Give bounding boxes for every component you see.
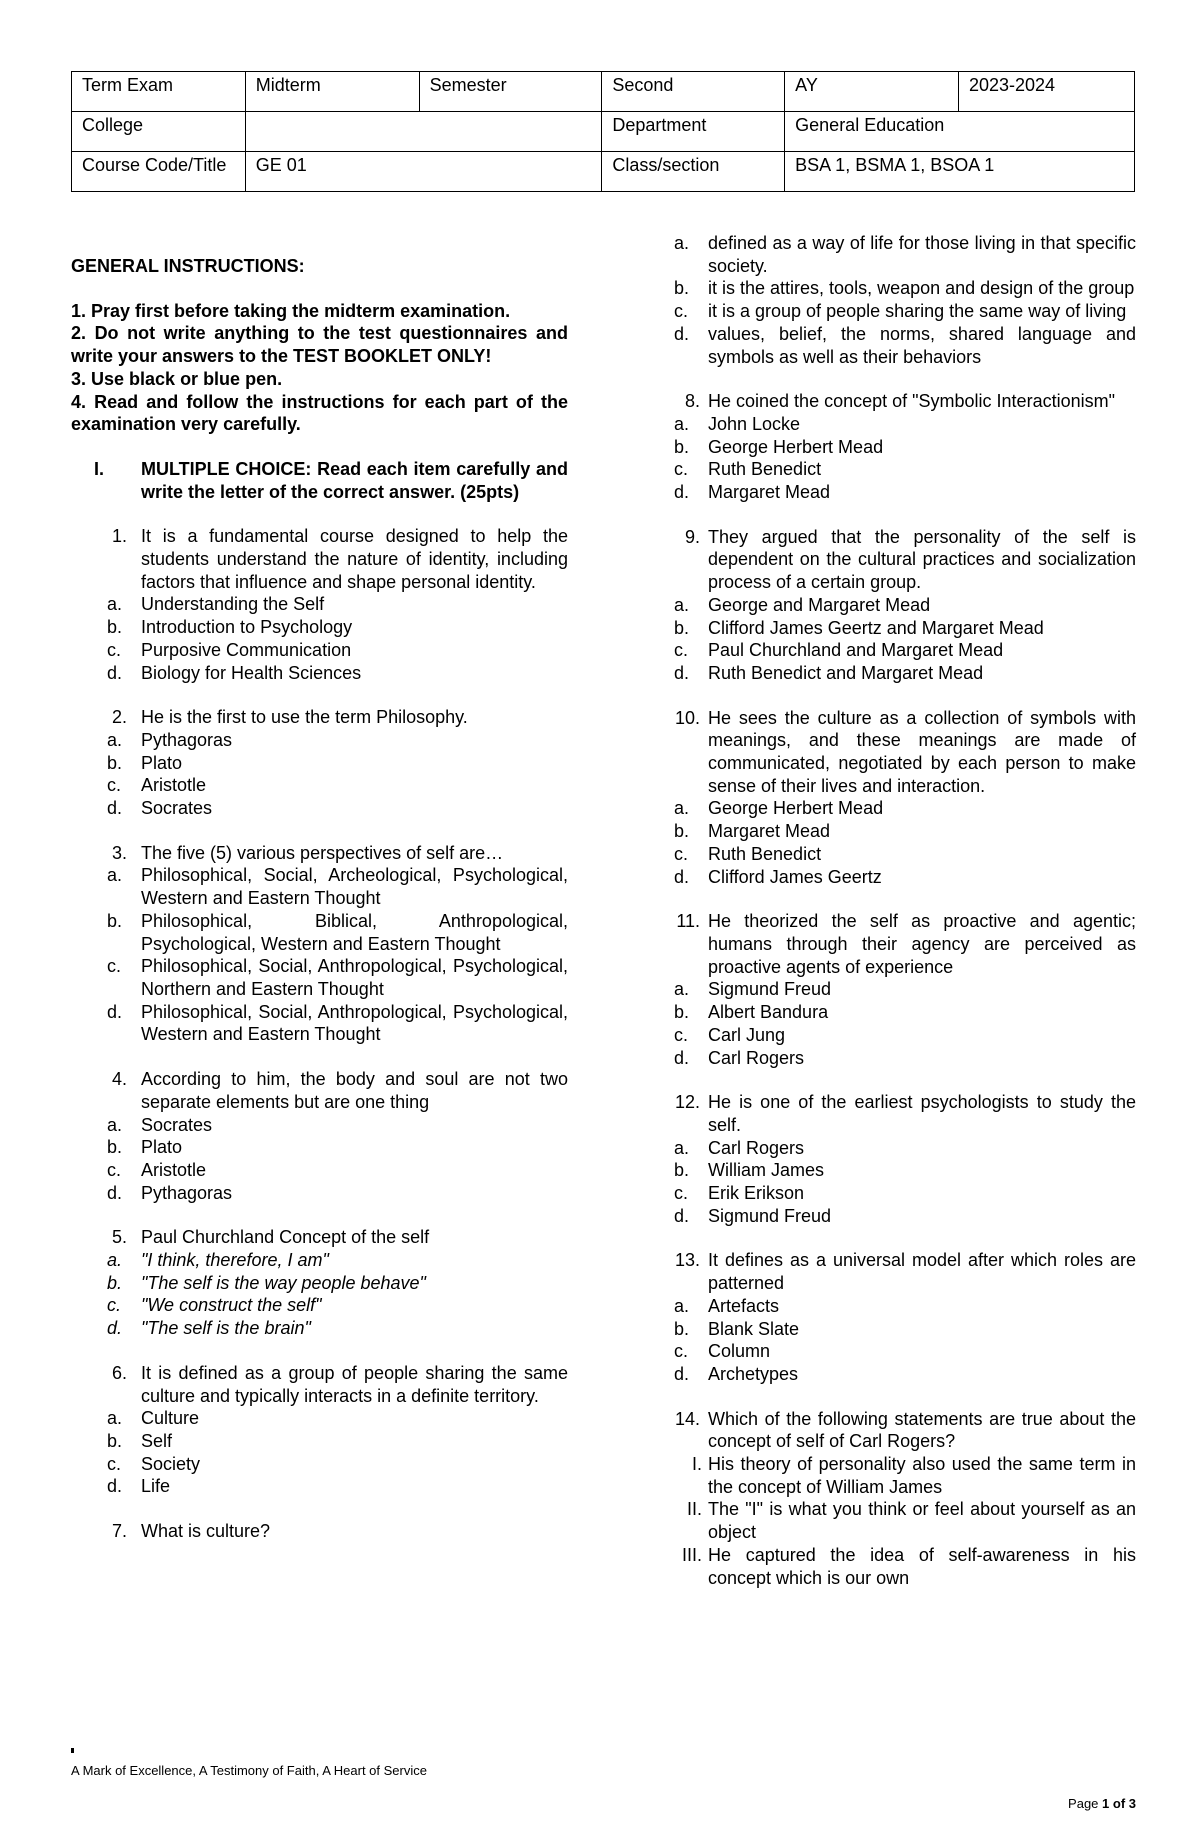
option-letter: d. [107, 1318, 123, 1339]
college-label: College [72, 112, 246, 152]
answer-option [71, 1001, 568, 1046]
answer-option [638, 277, 1136, 300]
question-item [71, 706, 568, 729]
option-text: Pythagoras [141, 1182, 233, 1203]
college-value [245, 112, 602, 152]
question-number: 5. [111, 1227, 127, 1248]
answer-option [71, 955, 568, 1000]
question-text: The five (5) various perspectives of self are… [141, 842, 504, 863]
option-letter: a. [674, 594, 690, 615]
question-item [668, 910, 1136, 978]
question-item [668, 707, 1136, 798]
answer-option [638, 1453, 1136, 1498]
answer-option [638, 1159, 1136, 1182]
option-list [668, 978, 1136, 1069]
answer-option [638, 1047, 1136, 1070]
answer-option [638, 1544, 1136, 1589]
question-number: 13. [674, 1250, 700, 1271]
option-text: Purposive Communication [141, 639, 352, 660]
answer-option [638, 1363, 1136, 1386]
option-text: Aristotle [141, 1159, 207, 1180]
right-questions [668, 390, 1136, 1589]
part-1-heading [71, 458, 568, 503]
instruction-item: 4. Read and follow the instructions for each part of the examination very carefully. [71, 391, 568, 435]
option-letter: c. [674, 843, 689, 864]
option-text: it is a group of people sharing the same way of living [708, 301, 1127, 322]
question-item [668, 1091, 1136, 1136]
option-text: Philosophical, Social, Anthropological, Psychological, Northern and Eastern Thought [141, 956, 568, 999]
option-text: His theory of personality also used the same term in the concept of William James [708, 1454, 1136, 1497]
option-letter: b. [107, 910, 123, 931]
answer-option [71, 1430, 568, 1453]
answer-option [71, 1182, 568, 1205]
answer-option [71, 593, 568, 616]
option-letter: b. [674, 278, 690, 299]
option-list [71, 593, 568, 684]
answer-option [638, 232, 1136, 277]
option-text: Artefacts [708, 1295, 780, 1316]
option-text: Life [141, 1476, 171, 1497]
question-item [71, 1520, 568, 1543]
option-text: "The self is the way people behave" [141, 1272, 426, 1293]
option-numeral: II. [686, 1499, 702, 1520]
option-letter: a. [107, 594, 123, 615]
option-list [71, 1249, 568, 1340]
option-letter: b. [107, 1272, 123, 1293]
option-list [668, 594, 1136, 685]
answer-option [638, 1137, 1136, 1160]
question-item [71, 1362, 568, 1407]
option-numeral: III. [681, 1544, 702, 1565]
option-text: values, belief, the norms, shared language and symbols as well as their behaviors [708, 323, 1136, 367]
class-section-value: BSA 1, BSMA 1, BSOA 1 [785, 152, 1135, 192]
option-text: Carl Jung [708, 1024, 786, 1045]
option-text: Society [141, 1453, 201, 1474]
option-letter: b. [674, 1002, 690, 1023]
option-text: Ruth Benedict [708, 843, 822, 864]
question-number: 14. [674, 1408, 700, 1429]
option-text: "The self is the brain" [141, 1318, 311, 1339]
answer-option [638, 1205, 1136, 1228]
semester-label: Semester [419, 72, 602, 112]
answer-option [71, 1407, 568, 1430]
option-letter: b. [674, 1318, 690, 1339]
option-text: Clifford James Geertz [708, 866, 882, 887]
option-letter: b. [674, 617, 690, 638]
answer-option [638, 820, 1136, 843]
question-text: Which of the following statements are true about the concept of self of Carl Rogers? [708, 1408, 1136, 1452]
option-text: Plato [141, 1137, 183, 1158]
question-number: 3. [111, 842, 127, 863]
term-exam-label: Term Exam [72, 72, 246, 112]
option-letter: b. [674, 436, 690, 457]
option-text: "We construct the self" [141, 1295, 322, 1316]
question-text: They argued that the personality of the self is dependent on the cultural practices and socialization process of a certain group. [708, 526, 1136, 593]
answer-option [638, 1024, 1136, 1047]
option-letter: d. [674, 662, 690, 683]
option-letter: d. [107, 1476, 123, 1497]
answer-option [71, 910, 568, 955]
answer-option [638, 1498, 1136, 1543]
option-text: Carl Rogers [708, 1137, 805, 1158]
question-number: 7. [111, 1521, 127, 1542]
answer-option [638, 300, 1136, 323]
header-row-3 [72, 152, 1135, 192]
option-text: Margaret Mead [708, 482, 831, 503]
question-text: Paul Churchland Concept of the self [141, 1227, 430, 1248]
option-text: Carl Rogers [708, 1047, 805, 1068]
footer-bullet [71, 1748, 74, 1753]
option-letter: d. [107, 1182, 123, 1203]
answer-option [638, 436, 1136, 459]
option-letter: b. [674, 821, 690, 842]
answer-option [71, 774, 568, 797]
option-letter: a. [674, 233, 690, 253]
option-text: The "I" is what you think or feel about yourself as an object [708, 1499, 1136, 1543]
option-letter: d. [674, 323, 690, 344]
question-number: 8. [684, 391, 700, 412]
question-number: 10. [674, 707, 700, 728]
option-text: Sigmund Freud [708, 1205, 832, 1226]
answer-option [638, 639, 1136, 662]
answer-option [71, 662, 568, 685]
option-text: Introduction to Psychology [141, 617, 353, 638]
option-letter: c. [107, 775, 122, 796]
answer-option [638, 458, 1136, 481]
answer-option [71, 639, 568, 662]
option-letter: a. [674, 413, 690, 434]
option-text: Self [141, 1430, 173, 1451]
answer-option [638, 1182, 1136, 1205]
option-text: Erik Erikson [708, 1183, 805, 1204]
ay-value: 2023-2024 [958, 72, 1134, 112]
option-text: Paul Churchland and Margaret Mead [708, 640, 1004, 661]
class-section-label: Class/section [602, 152, 785, 192]
option-text: Ruth Benedict and Margaret Mead [708, 662, 984, 683]
right-column [668, 232, 1136, 1589]
option-text: Albert Bandura [708, 1002, 829, 1023]
option-letter: a. [674, 1295, 690, 1316]
answer-option [71, 729, 568, 752]
option-list [668, 797, 1136, 888]
option-text: Margaret Mead [708, 821, 831, 842]
header-row-1 [72, 72, 1135, 112]
header-row-2 [72, 112, 1135, 152]
option-text: "I think, therefore, I am" [141, 1250, 329, 1271]
instruction-item: 3. Use black or blue pen. [71, 368, 283, 389]
option-letter: a. [107, 1114, 123, 1135]
option-letter: c. [107, 1295, 122, 1316]
page-number: Page 1 of 3 [1068, 1796, 1136, 1811]
option-letter: d. [674, 866, 690, 887]
option-list [668, 1295, 1136, 1386]
option-text: Plato [141, 752, 183, 773]
option-letter: a. [674, 1137, 690, 1158]
option-text: defined as a way of life for those living in that specific society. [708, 233, 1136, 276]
answer-option [71, 1317, 568, 1340]
footer-motto: A Mark of Excellence, A Testimony of Faith, A Heart of Service [71, 1763, 427, 1778]
answer-option [71, 1272, 568, 1295]
question-item [668, 1249, 1136, 1294]
option-letter: d. [674, 482, 690, 503]
option-text: Philosophical, Biblical, Anthropological, Psychological, Western and Eastern Thought [141, 910, 568, 954]
left-questions [71, 525, 568, 1542]
instructions-heading: GENERAL INSTRUCTIONS: [71, 256, 305, 276]
question-number: 9. [684, 526, 700, 547]
instructions-list [71, 300, 568, 436]
option-letter: b. [674, 1160, 690, 1181]
question-text: He is one of the earliest psychologists to study the self. [708, 1092, 1136, 1135]
question-text: According to him, the body and soul are not two separate elements but are one thing [141, 1069, 568, 1112]
part-number: I. [94, 458, 105, 479]
answer-option [638, 594, 1136, 617]
answer-option [71, 1159, 568, 1182]
option-letter: d. [674, 1205, 690, 1226]
option-text: George Herbert Mead [708, 798, 884, 819]
option-letter: c. [674, 1024, 689, 1045]
question-item [71, 1068, 568, 1113]
option-letter: c. [107, 1453, 122, 1474]
option-text: Blank Slate [708, 1318, 800, 1339]
answer-option [638, 1295, 1136, 1318]
question-text: He coined the concept of "Symbolic Interactionism" [708, 391, 1115, 412]
answer-option [71, 1114, 568, 1137]
option-list [71, 1407, 568, 1498]
option-text: Socrates [141, 798, 213, 819]
option-letter: c. [674, 301, 689, 322]
answer-option [638, 617, 1136, 640]
term-exam-value: Midterm [245, 72, 419, 112]
option-text: George Herbert Mead [708, 436, 884, 457]
answer-option [71, 1136, 568, 1159]
option-letter: c. [674, 640, 689, 661]
option-list [668, 413, 1136, 504]
option-letter: c. [107, 956, 122, 977]
option-text: He captured the idea of self-awareness in his concept which is our own [708, 1544, 1136, 1588]
answer-option [638, 481, 1136, 504]
option-letter: b. [107, 752, 123, 773]
option-text: Clifford James Geertz and Margaret Mead [708, 617, 1044, 638]
option-list [71, 729, 568, 820]
option-letter: a. [107, 865, 123, 886]
question-number: 2. [111, 707, 127, 728]
option-letter: b. [107, 1137, 123, 1158]
option-letter: b. [107, 1430, 123, 1451]
question-item [71, 1226, 568, 1249]
option-letter: a. [107, 1408, 123, 1429]
option-letter: c. [674, 1183, 689, 1204]
option-text: Pythagoras [141, 729, 233, 750]
question-text: He sees the culture as a collection of symbols with meanings, and these meanings are made of communicated, negotiated by each person to make sense of their lives and interaction. [708, 707, 1136, 796]
answer-option [71, 1453, 568, 1476]
question-text: It defines as a universal model after which roles are patterned [708, 1250, 1136, 1294]
option-letter: d. [107, 662, 123, 683]
option-text: Philosophical, Social, Archeological, Psychological, Western and Eastern Thought [141, 865, 568, 909]
question-number: 1. [111, 526, 127, 547]
option-letter: d. [107, 798, 123, 819]
question-item [71, 842, 568, 865]
question-number: 6. [111, 1362, 127, 1383]
option-text: Archetypes [708, 1363, 799, 1384]
question-item [668, 390, 1136, 413]
answer-option [71, 616, 568, 639]
answer-option [638, 413, 1136, 436]
option-letter: a. [107, 1250, 123, 1271]
question-7-options [668, 232, 1136, 368]
question-item [71, 525, 568, 593]
option-text: William James [708, 1160, 825, 1181]
option-letter: a. [674, 798, 690, 819]
answer-option [71, 1294, 568, 1317]
option-text: Ruth Benedict [708, 459, 822, 480]
question-text: It is defined as a group of people sharing the same culture and typically interacts in a definite territory. [141, 1362, 568, 1406]
option-letter: c. [107, 639, 122, 660]
course-value: GE 01 [245, 152, 602, 192]
answer-option [71, 752, 568, 775]
option-letter: c. [674, 459, 689, 480]
option-list [71, 864, 568, 1046]
answer-option [638, 1340, 1136, 1363]
option-text: Philosophical, Social, Anthropological, Psychological, Western and Eastern Thought [141, 1001, 568, 1045]
option-letter: a. [107, 729, 123, 750]
option-numeral: I. [691, 1454, 702, 1475]
option-text: Column [708, 1341, 771, 1362]
exam-header-table [71, 71, 1135, 192]
option-letter: c. [674, 1341, 689, 1362]
question-number: 12. [674, 1092, 700, 1113]
instruction-item: 2. Do not write anything to the test questionnaires and write your answers to the TEST BOOKLET ONLY! [71, 323, 568, 367]
part-text: MULTIPLE CHOICE: Read each item carefully and write the letter of the correct answer. (25pts) [141, 458, 568, 502]
question-text: He is the first to use the term Philosophy. [141, 707, 468, 728]
option-text: Culture [141, 1408, 200, 1429]
semester-value: Second [602, 72, 785, 112]
answer-option [638, 1318, 1136, 1341]
option-letter: a. [674, 979, 690, 1000]
option-letter: b. [107, 617, 123, 638]
department-label: Department [602, 112, 785, 152]
option-text: Understanding the Self [141, 594, 325, 615]
question-text: It is a fundamental course designed to help the students understand the nature of identity, including factors that influence and shape personal identity. [141, 526, 568, 592]
question-text: What is culture? [141, 1521, 271, 1542]
option-letter: d. [674, 1363, 690, 1384]
answer-option [638, 797, 1136, 820]
answer-option [638, 866, 1136, 889]
question-number: 4. [111, 1069, 127, 1090]
option-text: John Locke [708, 413, 801, 434]
option-list [71, 1114, 568, 1205]
option-text: Aristotle [141, 775, 207, 796]
option-list [668, 1137, 1136, 1228]
question-text: He theorized the self as proactive and agentic; humans through their agency are perceived as proactive agents of experience [708, 911, 1136, 977]
answer-option [638, 1001, 1136, 1024]
answer-option [71, 797, 568, 820]
option-text: it is the attires, tools, weapon and design of the group [708, 278, 1135, 299]
answer-option [638, 843, 1136, 866]
question-item [668, 526, 1136, 594]
answer-option [638, 323, 1136, 368]
question-number: 11. [676, 911, 700, 932]
option-letter: d. [107, 1001, 123, 1022]
answer-option [71, 1475, 568, 1498]
option-text: Biology for Health Sciences [141, 662, 362, 683]
answer-option [638, 662, 1136, 685]
option-list [668, 232, 1136, 368]
department-value: General Education [785, 112, 1135, 152]
left-column [71, 255, 568, 1543]
option-list [668, 1453, 1136, 1589]
instruction-item: 1. Pray first before taking the midterm examination. [71, 300, 511, 321]
option-letter: d. [674, 1047, 690, 1068]
answer-option [638, 978, 1136, 1001]
option-letter: c. [107, 1159, 122, 1180]
course-label: Course Code/Title [72, 152, 246, 192]
option-text: Socrates [141, 1114, 213, 1135]
question-item [668, 1408, 1136, 1453]
option-text: Sigmund Freud [708, 979, 832, 1000]
option-text: George and Margaret Mead [708, 594, 931, 615]
answer-option [71, 1249, 568, 1272]
ay-label: AY [785, 72, 959, 112]
answer-option [71, 864, 568, 909]
